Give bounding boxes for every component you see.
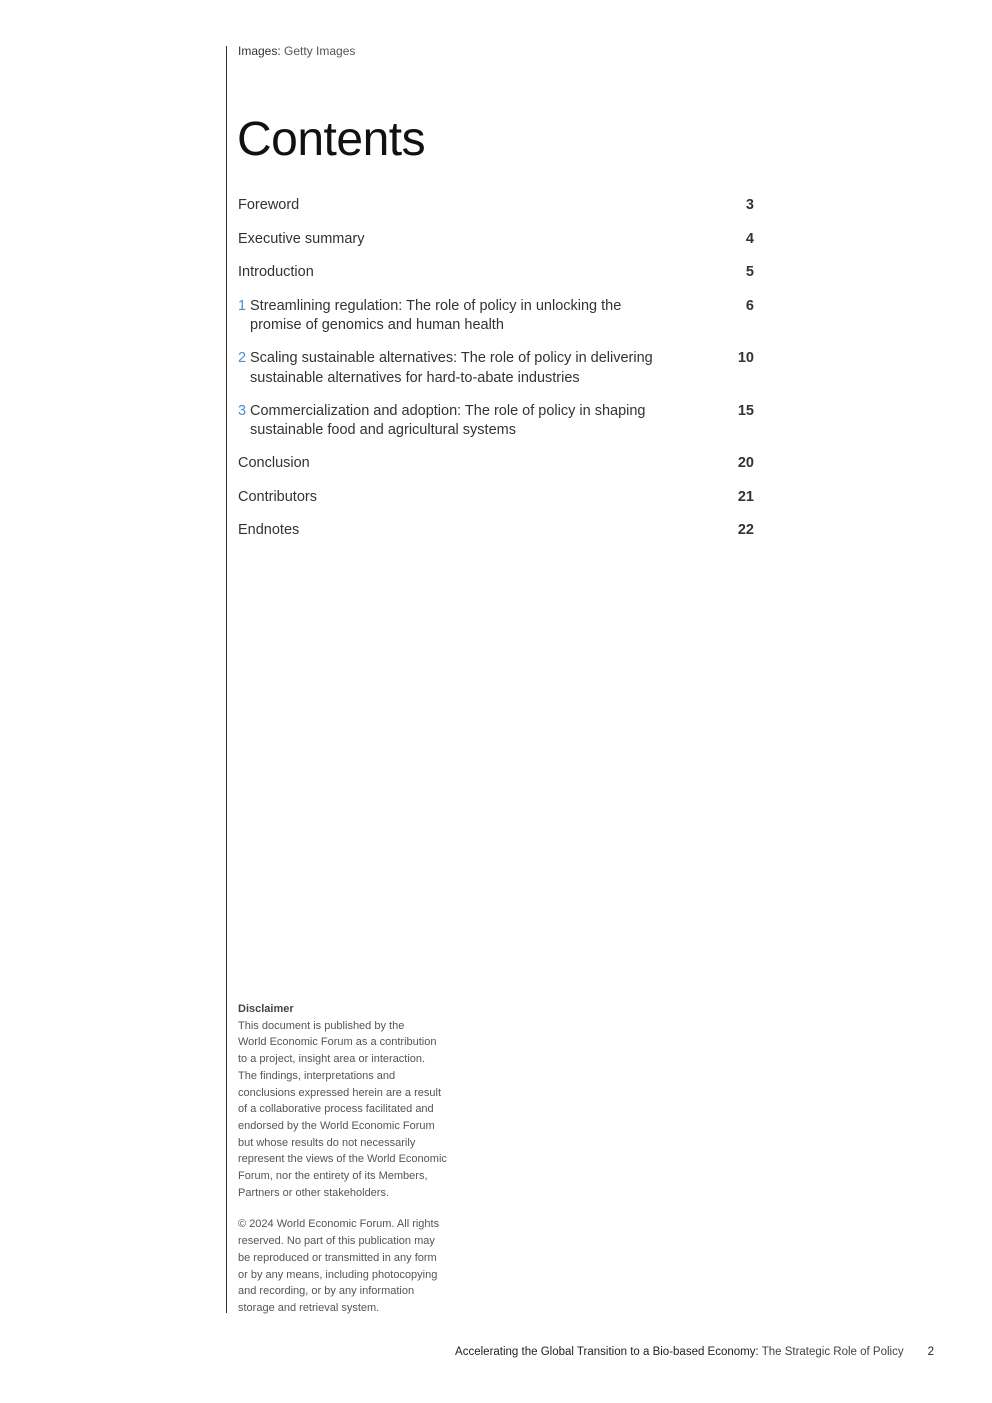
toc-entry-label: Introduction [238, 264, 314, 280]
toc-entry-foreword[interactable] [238, 196, 754, 230]
toc-entry-label: Streamlining regulation: The role of policy in unlocking the promise of genomics and human health [250, 297, 622, 333]
toc-entry-label: Endnotes [238, 522, 300, 538]
table-of-contents [238, 196, 754, 555]
toc-entry-label: Executive summary [238, 230, 365, 247]
toc-entry-page: 22 [737, 522, 754, 538]
toc-entry-page: 4 [745, 230, 754, 247]
toc-entry-chapter-3[interactable] [238, 402, 754, 455]
disclaimer-block [238, 1001, 478, 1317]
toc-entry-label: Contributors [238, 488, 317, 505]
toc-chapter-number: 1 [238, 297, 247, 314]
disclaimer-heading: Disclaimer [238, 1003, 294, 1015]
image-credit-value: Getty Images [284, 44, 356, 58]
page-title: Contents [237, 113, 426, 166]
toc-entry-page: 5 [745, 264, 754, 280]
toc-entry-page: 10 [737, 350, 754, 366]
toc-entry-chapter-2[interactable] [238, 349, 754, 402]
toc-entry-executive-summary[interactable] [238, 230, 754, 264]
disclaimer-body: This document is published by the World Economic Forum as a contribution to a project, insight area or interaction. The findings, interpretations and conclusions expressed herein are a result of a collaborative process facilitated and endorsed by the World Economic Forum but whose results do not necessarily represent the views of the World Economic Forum, nor the entirety of its Members, Partners or other stakeholders. [238, 1019, 447, 1199]
footer-title-subtitle: The Strategic Role of Policy [761, 1346, 904, 1358]
toc-entry-label: Scaling sustainable alternatives: The role of policy in delivering sustainable alternatives for hard-to-abate industries [250, 350, 653, 386]
toc-entry-label: Foreword [238, 197, 300, 213]
toc-entry-page: 20 [737, 455, 754, 471]
image-credit [238, 44, 355, 58]
toc-entry-label: Conclusion [238, 455, 310, 471]
toc-entry-page: 6 [745, 297, 754, 314]
copyright-notice: © 2024 World Economic Forum. All rights reserved. No part of this publication may be reproduced or transmitted in any form or by any means, including photocopying and recording, or by any information storage and retrieval system. [238, 1218, 440, 1314]
left-margin-rule [226, 46, 227, 1313]
toc-entry-endnotes[interactable] [238, 521, 754, 555]
image-credit-label: Images: [238, 44, 281, 58]
footer-page-number: 2 [927, 1346, 934, 1358]
toc-entry-chapter-1[interactable] [238, 297, 754, 350]
footer-title-main: Accelerating the Global Transition to a Bio-based Economy: [455, 1346, 759, 1358]
page-footer [455, 1346, 934, 1358]
toc-chapter-number: 3 [238, 402, 247, 419]
footer-report-title [455, 1346, 904, 1358]
toc-entry-label: Commercialization and adoption: The role of policy in shaping sustainable food and agricultural systems [250, 402, 646, 438]
toc-chapter-number: 2 [238, 350, 247, 366]
toc-entry-page: 21 [737, 488, 754, 505]
toc-entry-page: 3 [745, 197, 754, 213]
toc-entry-introduction[interactable] [238, 263, 754, 297]
toc-entry-conclusion[interactable] [238, 454, 754, 488]
toc-entry-page: 15 [737, 402, 754, 419]
toc-entry-contributors[interactable] [238, 488, 754, 522]
